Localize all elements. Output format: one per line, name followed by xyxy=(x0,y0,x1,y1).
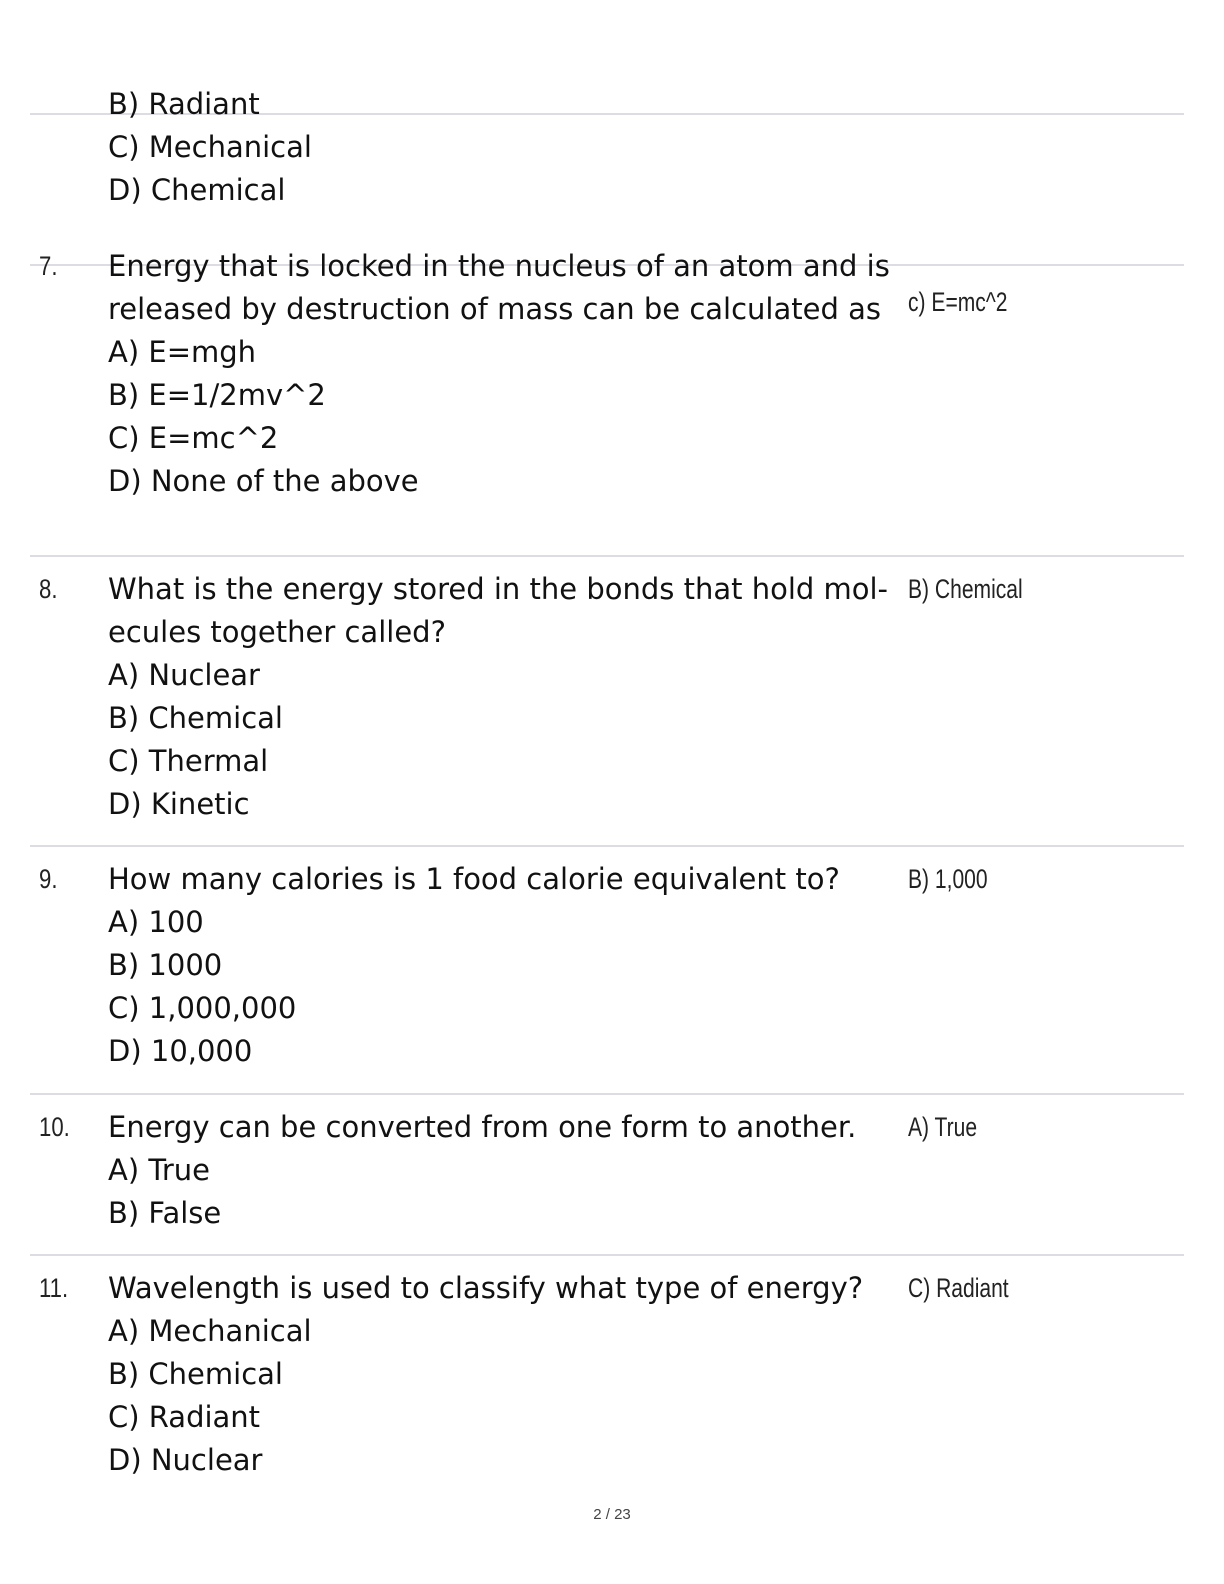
answer-key: A) True xyxy=(908,1112,978,1142)
question-text: Energy that is locked in the nucleus of an atom and is released by destruction of mass can be calculated as xyxy=(108,249,890,326)
option: A) Mechanical xyxy=(108,1314,312,1348)
separator-line xyxy=(30,1093,1184,1095)
answer-key: B) Chemical xyxy=(908,574,1023,604)
option: A) 100 xyxy=(108,905,204,939)
option: C) Mechanical xyxy=(108,130,312,164)
option: B) Chemical xyxy=(108,701,283,735)
option: C) 1,000,000 xyxy=(108,991,297,1025)
question-number: 8. xyxy=(39,574,58,604)
options-list xyxy=(108,654,283,826)
answer-key: B) 1,000 xyxy=(908,864,988,894)
option: B) Chemical xyxy=(108,1357,283,1391)
options-list xyxy=(108,901,296,1073)
option: D) Chemical xyxy=(108,173,286,207)
option: A) True xyxy=(108,1153,210,1187)
option: B) Radiant xyxy=(108,87,260,121)
options-list xyxy=(108,331,419,503)
options-list xyxy=(108,1149,221,1235)
option: A) E=mgh xyxy=(108,335,257,369)
question-number: 9. xyxy=(39,864,58,894)
question-number: 10. xyxy=(39,1112,70,1142)
question-text: How many calories is 1 food calorie equivalent to? xyxy=(108,862,840,896)
option: D) Kinetic xyxy=(108,787,250,821)
option: B) False xyxy=(108,1196,222,1230)
question-text: Wavelength is used to classify what type of energy? xyxy=(108,1271,864,1305)
option: C) Radiant xyxy=(108,1400,261,1434)
option: D) None of the above xyxy=(108,464,419,498)
options-list xyxy=(108,1310,312,1482)
page-indicator: 2 / 23 xyxy=(593,1506,631,1523)
separator-line xyxy=(30,1254,1184,1256)
question-number: 11. xyxy=(39,1273,69,1303)
options-list xyxy=(108,83,312,212)
option: D) 10,000 xyxy=(108,1034,253,1068)
answer-key: c) E=mc^2 xyxy=(908,287,1008,317)
option: C) E=mc^2 xyxy=(108,421,279,455)
answer-key: C) Radiant xyxy=(908,1273,1009,1303)
option: C) Thermal xyxy=(108,744,269,778)
question-text: Energy can be converted from one form to another. xyxy=(108,1110,857,1144)
option: A) Nuclear xyxy=(108,658,260,692)
question-number: 7. xyxy=(39,251,58,281)
option: B) 1000 xyxy=(108,948,223,982)
option: D) Nuclear xyxy=(108,1443,263,1477)
option: B) E=1/2mv^2 xyxy=(108,378,326,412)
separator-line xyxy=(30,845,1184,847)
question-text: What is the energy stored in the bonds that hold mol- ecules together called? xyxy=(108,572,889,649)
separator-line xyxy=(30,555,1184,557)
